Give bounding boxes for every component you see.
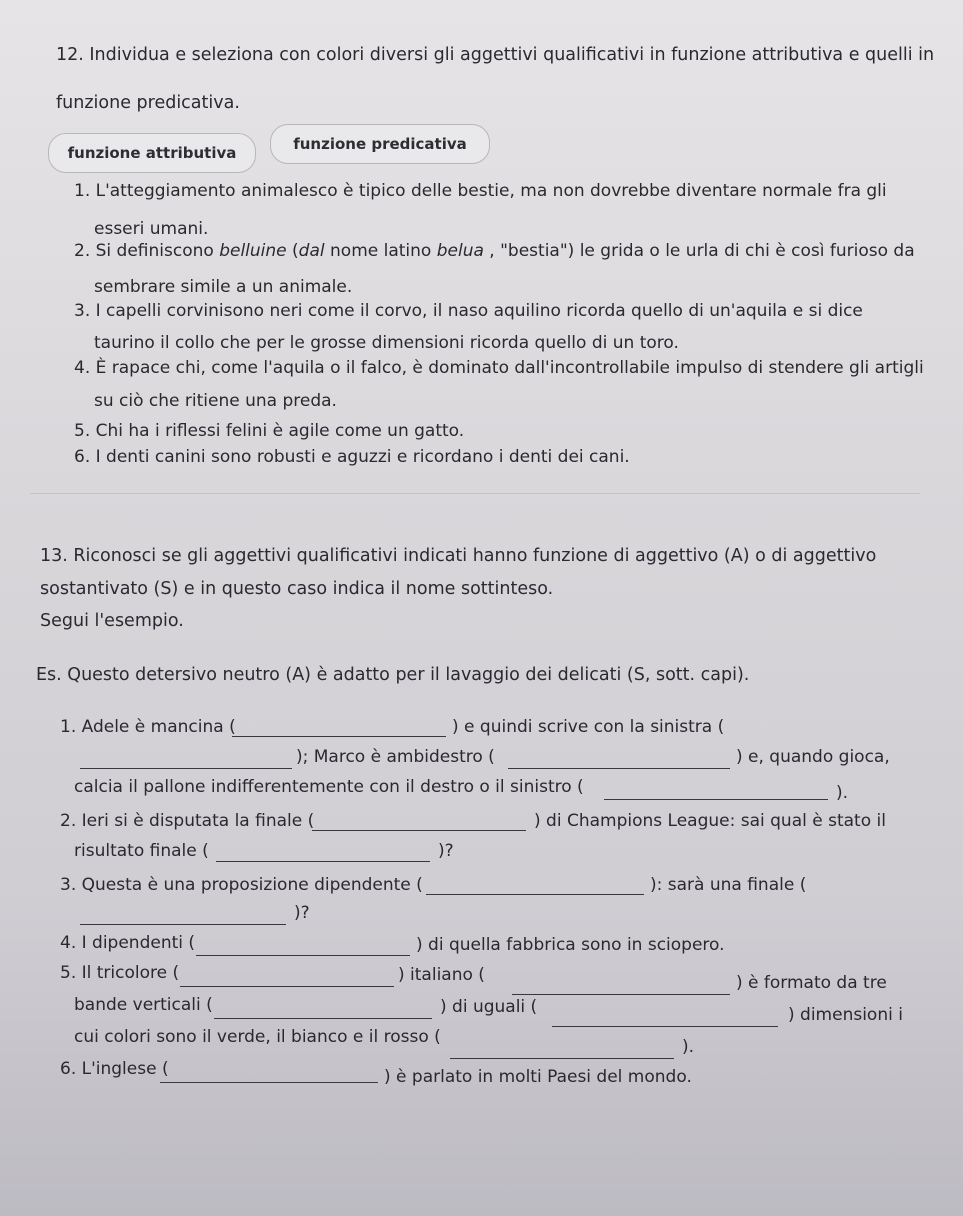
- item5-text-f: ) dimensioni i: [788, 1005, 903, 1025]
- item4-text-b: ) di quella fabbrica sono in sciopero.: [416, 935, 725, 955]
- item2-blank-1[interactable]: [312, 830, 526, 831]
- section-divider: [30, 493, 920, 494]
- item1-blank-4[interactable]: [604, 799, 828, 800]
- sentence-3-line2[interactable]: taurino il collo che per le grosse dimensioni ricorda quello di un toro.: [94, 333, 679, 353]
- sentence-2-line1[interactable]: [74, 240, 915, 262]
- item1-text-c: ); Marco è ambidestro (: [296, 747, 495, 767]
- item1-blank-2[interactable]: [80, 768, 292, 769]
- item3-blank-1[interactable]: [426, 894, 644, 895]
- funzione-attributiva-button[interactable]: funzione attributiva: [48, 133, 256, 173]
- item5-text-h: ).: [682, 1037, 695, 1057]
- ex12-title-line1: 12. Individua e seleziona con colori diversi gli aggettivi qualificativi in funzione attributiva e quelli in: [56, 45, 935, 65]
- s2-text: (: [286, 241, 299, 261]
- s2-text[interactable]: , "bestia") le grida o le urla di chi è così furioso da: [483, 241, 915, 261]
- item1-text-b: ) e quindi scrive con la sinistra (: [452, 717, 725, 737]
- item5-text-a: 5. Il tricolore (: [60, 963, 180, 983]
- item1-text-a: 1. Adele è mancina (: [60, 717, 236, 737]
- item1-blank-1[interactable]: [232, 736, 446, 737]
- item5-text-e: ) di uguali (: [440, 997, 538, 1017]
- ex13-title-line1: 13. Riconosci se gli aggettivi qualificativi indicati hanno funzione di aggettivo (A) o di aggettivo: [40, 546, 877, 566]
- item5-blank-1[interactable]: [180, 986, 394, 987]
- sentence-4-line1[interactable]: 4. È rapace chi, come l'aquila o il falco, è dominato dall'incontrollabile impulso di stendere gli artigli: [74, 358, 924, 378]
- item3-text-b: ): sarà una finale (: [650, 875, 807, 895]
- item5-blank-2[interactable]: [512, 994, 730, 995]
- ex13-title-line2: sostantivato (S) e in questo caso indica il nome sottinteso.: [40, 579, 554, 599]
- item2-blank-2[interactable]: [216, 861, 430, 862]
- item1-text-e: calcia il pallone indifferentemente con il destro o il sinistro (: [74, 777, 584, 797]
- item2-text-a: 2. Ieri si è disputata la finale (: [60, 811, 315, 831]
- word-belluine[interactable]: belluine: [219, 241, 287, 261]
- item3-blank-2[interactable]: [80, 924, 286, 925]
- sentence-5[interactable]: 5. Chi ha i riflessi felini è agile come un gatto.: [74, 421, 465, 441]
- item2-text-c: risultato finale (: [74, 841, 209, 861]
- sentence-6[interactable]: 6. I denti canini sono robusti e aguzzi e ricordano i denti dei cani.: [74, 447, 630, 467]
- item4-blank-1[interactable]: [196, 955, 410, 956]
- item5-blank-3[interactable]: [214, 1018, 432, 1019]
- item2-text-b: ) di Champions League: sai qual è stato il: [534, 811, 886, 831]
- sentence-1-line1[interactable]: 1. L'atteggiamento animalesco è tipico delle bestie, ma non dovrebbe diventare normale fra gli: [74, 181, 887, 201]
- item5-blank-5[interactable]: [450, 1058, 674, 1059]
- item3-text-c: )?: [294, 903, 310, 923]
- ex13-example: Es. Questo detersivo neutro (A) è adatto per il lavaggio dei delicati (S, sott. capi).: [36, 665, 750, 685]
- s2-text[interactable]: 2. Si definiscono: [74, 241, 220, 261]
- item5-text-c: ) è formato da tre: [736, 973, 887, 993]
- word-belua: belua: [436, 241, 484, 261]
- item6-text-b: ) è parlato in molti Paesi del mondo.: [384, 1067, 692, 1087]
- item4-text-a: 4. I dipendenti (: [60, 933, 196, 953]
- sentence-1-line2[interactable]: esseri umani.: [94, 219, 209, 239]
- item6-text-a: 6. L'inglese (: [60, 1059, 169, 1079]
- sentence-4-line2[interactable]: su ciò che ritiene una preda.: [94, 391, 337, 411]
- item1-text-f: ).: [836, 783, 849, 803]
- sentence-2-line2[interactable]: sembrare simile a un animale.: [94, 277, 353, 297]
- item6-blank-1[interactable]: [160, 1082, 378, 1083]
- s2-text: nome latino: [324, 241, 437, 261]
- funzione-predicativa-button[interactable]: funzione predicativa: [270, 124, 490, 164]
- item5-text-g: cui colori sono il verde, il bianco e il rosso (: [74, 1027, 441, 1047]
- item3-text-a: 3. Questa è una proposizione dipendente (: [60, 875, 423, 895]
- item1-blank-3[interactable]: [508, 768, 730, 769]
- ex13-title-line3: Segui l'esempio.: [40, 611, 184, 631]
- item2-text-d: )?: [438, 841, 454, 861]
- item5-text-d: bande verticali (: [74, 995, 213, 1015]
- item1-text-d: ) e, quando gioca,: [736, 747, 890, 767]
- ex12-title-line2: funzione predicativa.: [56, 93, 240, 113]
- word-dal: dal: [298, 241, 325, 261]
- item5-text-b: ) italiano (: [398, 965, 485, 985]
- sentence-3-line1[interactable]: 3. I capelli corvinisono neri come il corvo, il naso aquilino ricorda quello di un'aquila e si dice: [74, 301, 863, 321]
- item5-blank-4[interactable]: [552, 1026, 778, 1027]
